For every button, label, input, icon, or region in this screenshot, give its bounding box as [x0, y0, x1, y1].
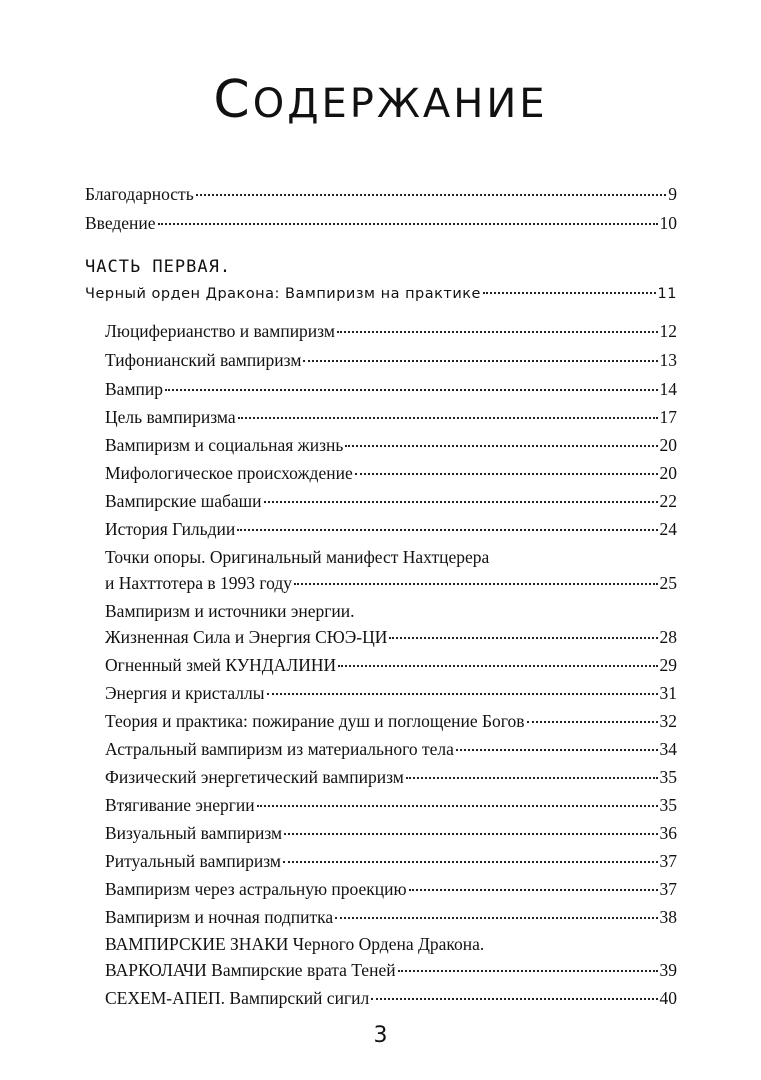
- toc-entry-label-line1: Вампиризм и источники энергии.: [105, 601, 355, 621]
- leader-dots: [355, 473, 658, 475]
- toc-entry-page: 20: [659, 435, 677, 455]
- page-number: 3: [373, 1023, 388, 1048]
- toc-entry-label: Энергия и кристаллы: [105, 683, 265, 703]
- leader-dots: [456, 749, 658, 751]
- toc-entry[interactable]: [105, 850, 677, 872]
- part-heading: ЧАСТЬ ПЕРВАЯ.: [85, 257, 232, 277]
- toc-entry-page: 38: [659, 907, 677, 927]
- toc-entry-label: Физический энергетический вампиризм: [105, 767, 404, 787]
- toc-entry-page: 28: [659, 627, 677, 647]
- toc-entry-label: СЕХЕМ-АПЕП. Вампирский сигил: [105, 988, 370, 1008]
- toc-entry-page: 24: [659, 519, 677, 539]
- leader-dots: [264, 501, 658, 503]
- part-subtitle: Черный орден Дракона: Вампиризм на практике: [85, 286, 481, 302]
- toc-entry-introduction[interactable]: [85, 212, 677, 234]
- toc-entry-label: Вампир: [105, 379, 163, 399]
- toc-entry[interactable]: [105, 738, 677, 760]
- toc-entry-page: 35: [659, 795, 677, 815]
- toc-entry[interactable]: [105, 626, 677, 648]
- leader-dots: [238, 417, 658, 419]
- toc-entry-page: 25: [659, 573, 677, 593]
- leader-dots: [409, 889, 658, 891]
- leader-dots: [335, 917, 657, 919]
- toc-entry-page: 10: [659, 213, 677, 233]
- leader-dots: [284, 833, 657, 835]
- leader-dots: [406, 777, 658, 779]
- leader-dots: [527, 721, 658, 723]
- leader-dots: [267, 693, 658, 695]
- toc-entry-page: 29: [659, 655, 677, 675]
- leader-dots: [257, 805, 658, 807]
- toc-entry-label: Жизненная Сила и Энергия СЮЭ-ЦИ: [105, 627, 388, 647]
- toc-entry-label: Благодарность: [85, 184, 194, 204]
- toc-entry-page: 9: [668, 184, 677, 204]
- toc-entry-page: 14: [659, 379, 677, 399]
- leader-dots: [389, 637, 657, 639]
- toc-entry-page: 11: [657, 286, 677, 302]
- leader-dots: [337, 331, 658, 333]
- leader-dots: [483, 292, 656, 294]
- toc-entry[interactable]: [105, 987, 677, 1009]
- toc-entry-label: Введение: [85, 213, 156, 233]
- toc-entry[interactable]: [105, 959, 677, 981]
- leader-dots: [165, 389, 658, 391]
- toc-entry-part-one[interactable]: [85, 283, 677, 305]
- leader-dots: [371, 998, 657, 1000]
- toc-entry-page: 13: [659, 350, 677, 370]
- toc-entry-label: Вампиризм и социальная жизнь: [105, 435, 344, 455]
- toc-entry-label: Вампирские шабаши: [105, 491, 262, 511]
- toc-entry-label: Визуальный вампиризм: [105, 823, 283, 843]
- toc-entry-label: Втягивание энергии: [105, 795, 255, 815]
- page-title: [0, 70, 761, 130]
- toc-entry-page: 22: [659, 491, 677, 511]
- toc-entry-label: Вампиризм и ночная подпитка: [105, 907, 334, 927]
- toc-entry-label: Вампиризм через астральную проекцию: [105, 879, 407, 899]
- toc-entry-label: История Гильдии: [105, 519, 236, 539]
- toc-entry-label-line1: Точки опоры. Оригинальный манифест Нахтцерера: [105, 547, 490, 567]
- leader-dots: [283, 861, 658, 863]
- leader-dots: [338, 665, 657, 667]
- leader-dots: [345, 445, 657, 447]
- toc-entry-page: 31: [659, 683, 677, 703]
- leader-dots: [294, 583, 657, 585]
- toc-entry-page: 32: [659, 711, 677, 731]
- leader-dots: [237, 529, 657, 531]
- toc-entry[interactable]: [105, 320, 677, 342]
- toc-entry[interactable]: [105, 462, 677, 484]
- toc-entry-page: 35: [659, 767, 677, 787]
- toc-entry-page: 37: [659, 851, 677, 871]
- toc-entry-page: 12: [659, 321, 677, 341]
- leader-dots: [158, 223, 658, 225]
- leader-dots: [398, 970, 658, 972]
- toc-entry-label: Люциферианство и вампиризм: [105, 321, 335, 341]
- toc-entry-page: 39: [659, 960, 677, 980]
- toc-entry[interactable]: [105, 654, 677, 676]
- toc-entry-label: Ритуальный вампиризм: [105, 851, 281, 871]
- toc-entry[interactable]: [105, 490, 677, 512]
- title-rest: ОДЕРЖАНИЕ: [252, 81, 548, 127]
- toc-entry-page: 17: [659, 407, 677, 427]
- toc-entry[interactable]: [105, 572, 677, 594]
- toc-entry[interactable]: [105, 906, 677, 928]
- toc-entry-page: 40: [659, 988, 677, 1008]
- toc-entry-label: Цель вампиризма: [105, 407, 236, 427]
- toc-entry[interactable]: [105, 406, 677, 428]
- toc-entry-label: и Нахттотера в 1993 году: [105, 573, 293, 593]
- toc-entry[interactable]: [105, 682, 677, 704]
- leader-dots: [196, 194, 667, 196]
- toc-entry-label: Теория и практика: пожирание душ и поглощение Богов: [105, 711, 525, 731]
- title-initial: С: [213, 70, 253, 130]
- toc-entry-label: ВАРКОЛАЧИ Вампирские врата Теней: [105, 960, 396, 980]
- toc-entry-page: 20: [659, 463, 677, 483]
- toc-entry-label: Тифонианский вампиризм: [105, 350, 302, 370]
- toc-entry-page: 34: [659, 739, 677, 759]
- toc-entry[interactable]: [105, 434, 677, 456]
- toc-entry[interactable]: [105, 822, 677, 844]
- toc-entry-label: Мифологическое происхождение: [105, 463, 353, 483]
- toc-entry[interactable]: [105, 710, 677, 732]
- toc-entry[interactable]: [105, 794, 677, 816]
- leader-dots: [303, 360, 657, 362]
- toc-entry[interactable]: [105, 378, 677, 400]
- toc-entry-acknowledgements[interactable]: [85, 183, 677, 205]
- toc-entry[interactable]: [105, 878, 677, 900]
- toc-entry-label-line1: ВАМПИРСКИЕ ЗНАКИ Черного Ордена Дракона.: [105, 934, 485, 954]
- toc-entry-page: 37: [659, 879, 677, 899]
- toc-entry[interactable]: [105, 766, 677, 788]
- toc-entry-page: 36: [659, 823, 677, 843]
- toc-entry[interactable]: [105, 349, 677, 371]
- toc-entry-label: Астральный вампиризм из материального тела: [105, 739, 454, 759]
- toc-entry[interactable]: [105, 518, 677, 540]
- toc-entry-label: Огненный змей КУНДАЛИНИ: [105, 655, 337, 675]
